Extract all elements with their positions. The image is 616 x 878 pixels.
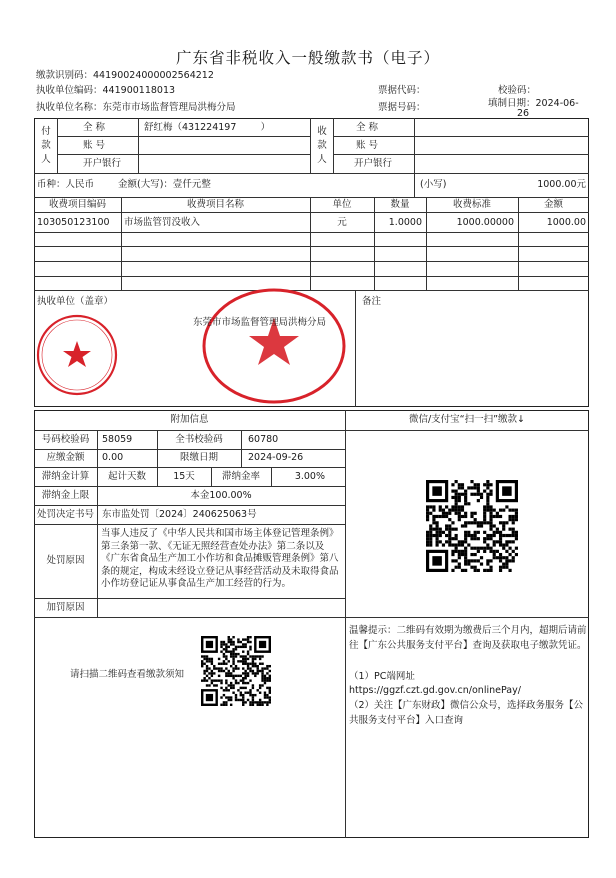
pay-tip-2: （2）关注【广东财政】微信公众号，选择政务服务【公共服务支付平台】入口查询 [349, 700, 584, 726]
reason-value: 当事人违反了《中华人民共和国市场主体登记管理条例》第三条第一款、《无证无照经营查处办法》第二条以及《广东省食品生产加工小作坊和食品摊贩管理条例》第八条的规定，构成未经设立登记从事经营活动及未取得食品小作坊登记证从事食品生产加工经营的行为。 [101, 528, 339, 589]
pay-qr-code[interactable] [426, 480, 518, 572]
amount-small-label: (小写) [420, 179, 447, 190]
pay-tip-1-url[interactable]: https://ggzf.czt.gd.gov.cn/onlinePay/ [349, 685, 521, 696]
invoice-code-line: 票据代码： [378, 85, 426, 96]
full-check-value: 60780 [248, 434, 279, 445]
pay-tip: 温馨提示：二维码有效期为缴费后三个月内，超期后请前往【广东公共服务支付平台】查询及获取电子缴款凭证。 [349, 625, 587, 651]
invoice-no-line: 票据号码： [378, 102, 426, 113]
exec-seal-label: 执收单位（盖章） [37, 296, 114, 307]
late-cap-label: 滞纳金上限 [41, 490, 90, 501]
row-code: 103050123100 [37, 217, 110, 228]
late-calc-label: 滞纳金计算 [41, 471, 90, 482]
exec-name-line: 执收单位名称：东莞市市场监督管理局洪梅分局 [36, 102, 236, 113]
start-days-value: 15天 [173, 471, 195, 482]
col-header-amount: 金额 [543, 199, 563, 210]
scan-notice: 请扫描二维码查看缴款须知 [70, 669, 185, 680]
start-days-label: 起计天数 [107, 471, 146, 482]
notice-qr-code[interactable] [201, 636, 271, 706]
document-title: 广东省非税收入一般缴款书（电子） [175, 49, 440, 67]
official-seal-stamp [200, 286, 348, 406]
late-rate-value: 3.00% [294, 471, 325, 482]
late-cap-value: 本金100.00% [190, 490, 252, 501]
col-header-std: 收费标准 [452, 199, 491, 210]
col-header-name: 收费项目名称 [186, 199, 244, 210]
late-rate-label: 滞纳金率 [221, 471, 260, 482]
remark-label: 备注 [362, 296, 382, 307]
row-qty: 1.0000 [388, 217, 422, 228]
code-check-value: 58059 [102, 434, 133, 445]
limit-date-label: 限缴日期 [179, 452, 218, 463]
row-std: 1000.00000 [456, 217, 514, 228]
extra-title: 附加信息 [170, 414, 209, 425]
exec-code-line: 执收单位编码：441900118013 [36, 85, 176, 96]
date-line: 填制日期：2024-06- [488, 98, 579, 109]
decision-value: 东市监处罚〔2024〕240625063号 [102, 509, 257, 520]
payee-account-label: 账 号 [356, 140, 379, 151]
pay-title: 微信/支付宝“扫一扫”缴款↓ [408, 414, 525, 425]
col-header-unit: 单位 [332, 199, 352, 210]
limit-date-value: 2024-09-26 [248, 452, 304, 463]
decision-label: 处罚决定书号 [36, 509, 94, 520]
due-amount-label: 应缴金额 [46, 452, 85, 463]
reason-label: 处罚原因 [46, 555, 85, 566]
currency-label: 币种：人民币 [37, 179, 95, 190]
payee-name-label: 全 称 [356, 122, 379, 133]
row-unit: 元 [337, 217, 347, 228]
payee-side-label: 收款人 [317, 126, 327, 165]
col-header-qty: 数量 [390, 199, 410, 210]
payer-code-line: 缴款识别码：4419002400000256421​2 [36, 70, 214, 81]
payer-name-value: 舒红梅（43122419​7 ） [144, 122, 271, 133]
payee-bank-label: 开户银行 [354, 158, 393, 169]
exec-seal-text: 东莞市市场监督管理局洪梅分局 [193, 317, 327, 328]
date-day: 26 [517, 108, 530, 119]
check-code-line: 校验码： [498, 85, 537, 96]
add-reason-label: 加罚原因 [46, 602, 85, 613]
payer-account-label: 账 号 [83, 140, 106, 151]
pay-tip-1: （1）PC端网址 [349, 671, 415, 682]
amount-words: 金额(大写)：壹仟元整 [118, 179, 211, 190]
due-amount-value: 0.00 [102, 452, 124, 463]
payer-bank-label: 开户银行 [83, 158, 122, 169]
col-header-code: 收费项目编码 [48, 199, 106, 210]
row-name: 市场监管罚没收入 [124, 217, 201, 228]
full-check-label: 全书校验码 [175, 434, 223, 445]
amount-small-value: 1000.00元 [537, 179, 586, 190]
code-check-label: 号码校验码 [41, 434, 90, 445]
exec-seal-stamp [34, 312, 120, 398]
payer-name-label: 全 称 [83, 122, 106, 133]
row-amount: 1000.00 [546, 217, 586, 228]
payer-side-label: 付款人 [41, 126, 51, 165]
